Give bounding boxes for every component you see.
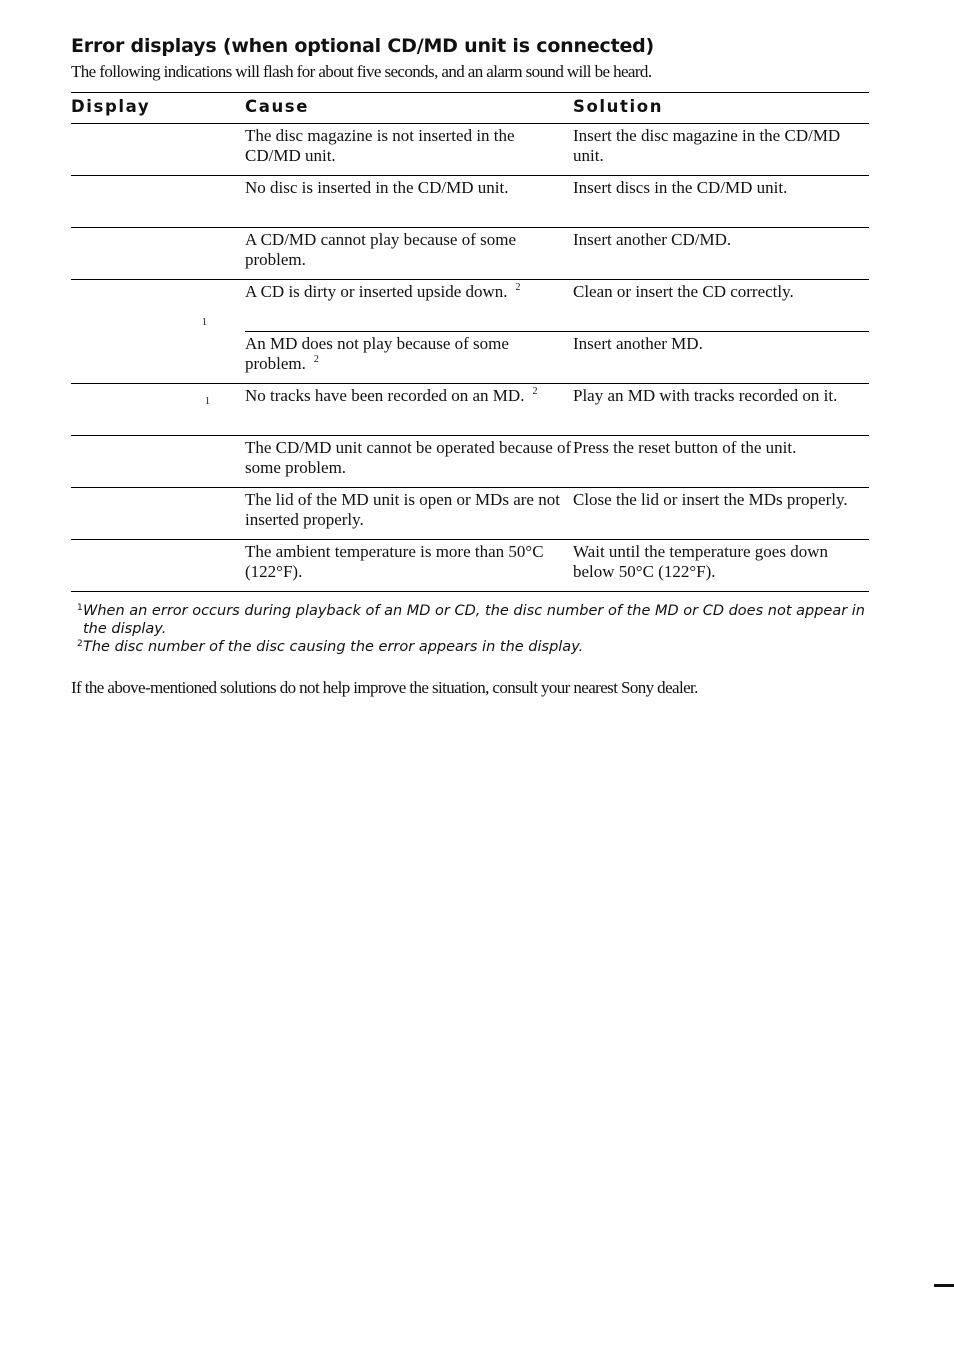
footnote bbox=[71, 638, 869, 656]
cause-cell bbox=[245, 384, 573, 436]
manual-page bbox=[71, 33, 869, 715]
cause-text: An MD does not play because of some problem. bbox=[245, 334, 509, 373]
solution-cell: Insert the disc magazine in the CD/MD unit. bbox=[573, 124, 869, 176]
table-row bbox=[71, 176, 869, 228]
footnote-text: When an error occurs during playback of an MD or CD, the disc number of the MD or CD does not appear in the display. bbox=[83, 603, 866, 637]
table-row bbox=[71, 124, 869, 176]
footnote-ref-cause: 2 bbox=[313, 354, 319, 366]
display-cell bbox=[71, 228, 245, 280]
cause-cell bbox=[245, 488, 573, 540]
table-row bbox=[71, 436, 869, 488]
cause-cell bbox=[245, 228, 573, 280]
cause-cell bbox=[245, 436, 573, 488]
footnote-ref-cause: 2 bbox=[515, 282, 521, 294]
display-cell bbox=[71, 488, 245, 540]
table-row bbox=[71, 488, 869, 540]
table-header-row bbox=[71, 93, 869, 124]
display-cell bbox=[71, 124, 245, 176]
display-cell bbox=[71, 280, 245, 384]
footnote-text: The disc number of the disc causing the error appears in the display. bbox=[83, 639, 584, 655]
cause-cell bbox=[245, 176, 573, 228]
cause-cell bbox=[245, 124, 573, 176]
cause-text: A CD is dirty or inserted upside down. bbox=[245, 282, 508, 301]
footnote-ref-cause: 2 bbox=[532, 386, 538, 398]
solution-cell: Insert another MD. bbox=[573, 332, 869, 384]
header-cause: Cause bbox=[245, 93, 573, 124]
table-row bbox=[71, 384, 869, 436]
cause-cell bbox=[245, 332, 573, 384]
section-heading: Error displays (when optional CD/MD unit is connected) bbox=[71, 35, 655, 57]
footnote-mark: 2 bbox=[77, 639, 83, 649]
closing-text: If the above-mentioned solutions do not help improve the situation, consult your nearest Sony dealer. bbox=[71, 678, 698, 697]
footnote bbox=[71, 602, 869, 638]
table-row bbox=[71, 280, 869, 332]
cause-text: The ambient temperature is more than 50°C (122°F). bbox=[245, 542, 544, 581]
display-cell bbox=[71, 540, 245, 592]
cause-cell bbox=[245, 280, 573, 332]
table-row bbox=[71, 228, 869, 280]
cause-text: No disc is inserted in the CD/MD unit. bbox=[245, 178, 509, 197]
solution-cell: Clean or insert the CD correctly. bbox=[573, 280, 869, 332]
footnote-mark: 1 bbox=[77, 603, 83, 613]
solution-cell: Press the reset button of the unit. bbox=[573, 436, 869, 488]
solution-cell: Play an MD with tracks recorded on it. bbox=[573, 384, 869, 436]
display-cell bbox=[71, 384, 245, 436]
cause-text: The CD/MD unit cannot be operated because of some problem. bbox=[245, 438, 572, 477]
display-cell bbox=[71, 436, 245, 488]
cause-text: The lid of the MD unit is open or MDs are not inserted properly. bbox=[245, 490, 560, 529]
cause-text: The disc magazine is not inserted in the CD/MD unit. bbox=[245, 126, 515, 165]
cause-text: A CD/MD cannot play because of some problem. bbox=[245, 230, 516, 269]
page-edge-mark bbox=[934, 1284, 954, 1287]
solution-cell: Insert discs in the CD/MD unit. bbox=[573, 176, 869, 228]
intro-text: The following indications will flash for about five seconds, and an alarm sound will be heard. bbox=[71, 62, 652, 81]
cause-cell bbox=[245, 540, 573, 592]
solution-cell: Insert another CD/MD. bbox=[573, 228, 869, 280]
footnote-ref-display: 1 bbox=[205, 396, 210, 407]
solution-cell: Close the lid or insert the MDs properly. bbox=[573, 488, 869, 540]
error-display-table bbox=[71, 92, 869, 592]
table-row bbox=[71, 540, 869, 592]
footnote-ref-display: 1 bbox=[202, 317, 207, 328]
cause-text: No tracks have been recorded on an MD. bbox=[245, 386, 525, 405]
footnotes bbox=[71, 602, 869, 656]
solution-cell: Wait until the temperature goes down below 50°C (122°F). bbox=[573, 540, 869, 592]
display-cell bbox=[71, 176, 245, 228]
header-solution: Solution bbox=[573, 93, 869, 124]
header-display: Display bbox=[71, 93, 245, 124]
